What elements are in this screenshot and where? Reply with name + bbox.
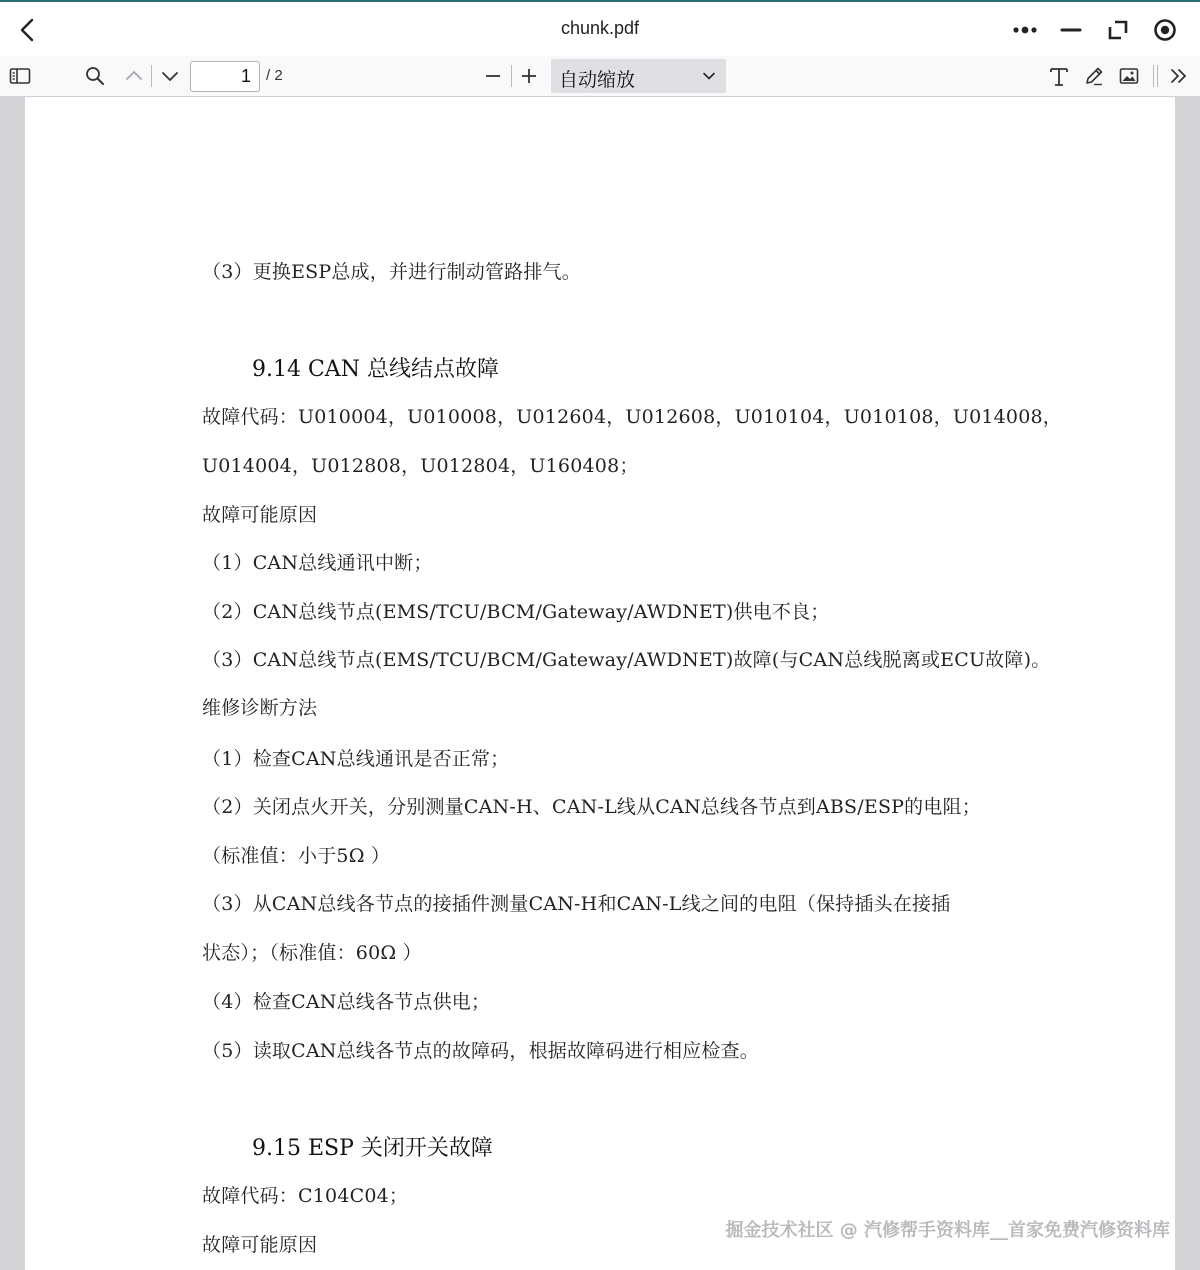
cause-item: （3）CAN总线节点(EMS/TCU/BCM/Gateway/AWDNET)故障(与CAN总线脱离或ECU故障)。 <box>202 649 1051 671</box>
method-item: （2）关闭点火开关，分别测量CAN-H、CAN-L线从CAN总线各节点到ABS/ESP的电阻； <box>202 796 981 818</box>
minimize-icon[interactable] <box>1057 16 1085 44</box>
restore-icon[interactable] <box>1104 16 1132 44</box>
method-item: 状态）；（标准值：60Ω ） <box>202 942 422 964</box>
fault-code-line: U014004，U012808，U012804，U160408； <box>202 455 639 477</box>
section-heading: 9.14 CAN 总线结点故障 <box>252 357 499 382</box>
fault-code-line: 故障代码：U010004，U010008，U012604，U012608，U010104，U010108，U014008， <box>202 406 1063 428</box>
watermark-text: 掘金技术社区 @ 汽修帮手资料库__首家免费汽修资料库 <box>725 1220 1170 1241</box>
subsection-label: 维修诊断方法 <box>202 697 318 719</box>
method-item: （标准值：小于5Ω ） <box>202 845 391 867</box>
zoom-select[interactable] <box>551 59 726 93</box>
search-icon[interactable] <box>83 64 107 88</box>
subsection-label: 故障可能原因 <box>202 504 318 526</box>
document-viewer[interactable] <box>0 97 1200 1270</box>
more-tools-icon[interactable] <box>1167 64 1191 88</box>
next-page-icon[interactable] <box>158 64 182 88</box>
toolbar-separator <box>151 65 152 87</box>
zoom-out-icon[interactable] <box>481 64 505 88</box>
draw-icon[interactable] <box>1082 64 1106 88</box>
zoom-in-icon[interactable] <box>517 64 541 88</box>
cause-item: （1）CAN总线通讯中断； <box>202 552 433 574</box>
record-icon[interactable] <box>1151 16 1179 44</box>
page-count: / 2 <box>266 67 283 84</box>
zoom-select-value: 自动缩放 <box>559 69 636 91</box>
section-heading: 9.15 ESP 关闭开关故障 <box>252 1136 493 1161</box>
sidebar-icon[interactable] <box>8 64 32 88</box>
method-item: （4）检查CAN总线各节点供电； <box>202 991 491 1013</box>
title-bar <box>0 0 1200 56</box>
more-icon[interactable] <box>1011 16 1039 44</box>
image-icon[interactable] <box>1117 64 1141 88</box>
previous-page-icon[interactable] <box>122 64 146 88</box>
method-item: （3）从CAN总线各节点的接插件测量CAN-H和CAN-L线之间的电阻（保持插头在接插 <box>202 893 951 915</box>
toolbar-separator <box>511 65 512 87</box>
page-number-input[interactable] <box>190 61 260 92</box>
cause-item: （2）CAN总线节点(EMS/TCU/BCM/Gateway/AWDNET)供电不良； <box>202 601 830 623</box>
window-title: chunk.pdf <box>560 18 640 38</box>
toolbar-separator <box>1153 65 1154 87</box>
chevron-down-icon <box>702 69 716 83</box>
method-item: （1）检查CAN总线通讯是否正常； <box>202 748 510 770</box>
subsection-label: 故障可能原因 <box>202 1234 318 1256</box>
step-text: （3）更换ESP总成，并进行制动管路排气。 <box>202 261 581 283</box>
pdf-page <box>25 97 1175 1270</box>
method-item: （5）读取CAN总线各节点的故障码，根据故障码进行相应检查。 <box>202 1040 759 1062</box>
toolbar-separator <box>1157 65 1158 87</box>
text-icon[interactable] <box>1047 64 1071 88</box>
pdf-toolbar <box>0 56 1200 97</box>
fault-code-line: 故障代码：C104C04； <box>202 1185 409 1207</box>
